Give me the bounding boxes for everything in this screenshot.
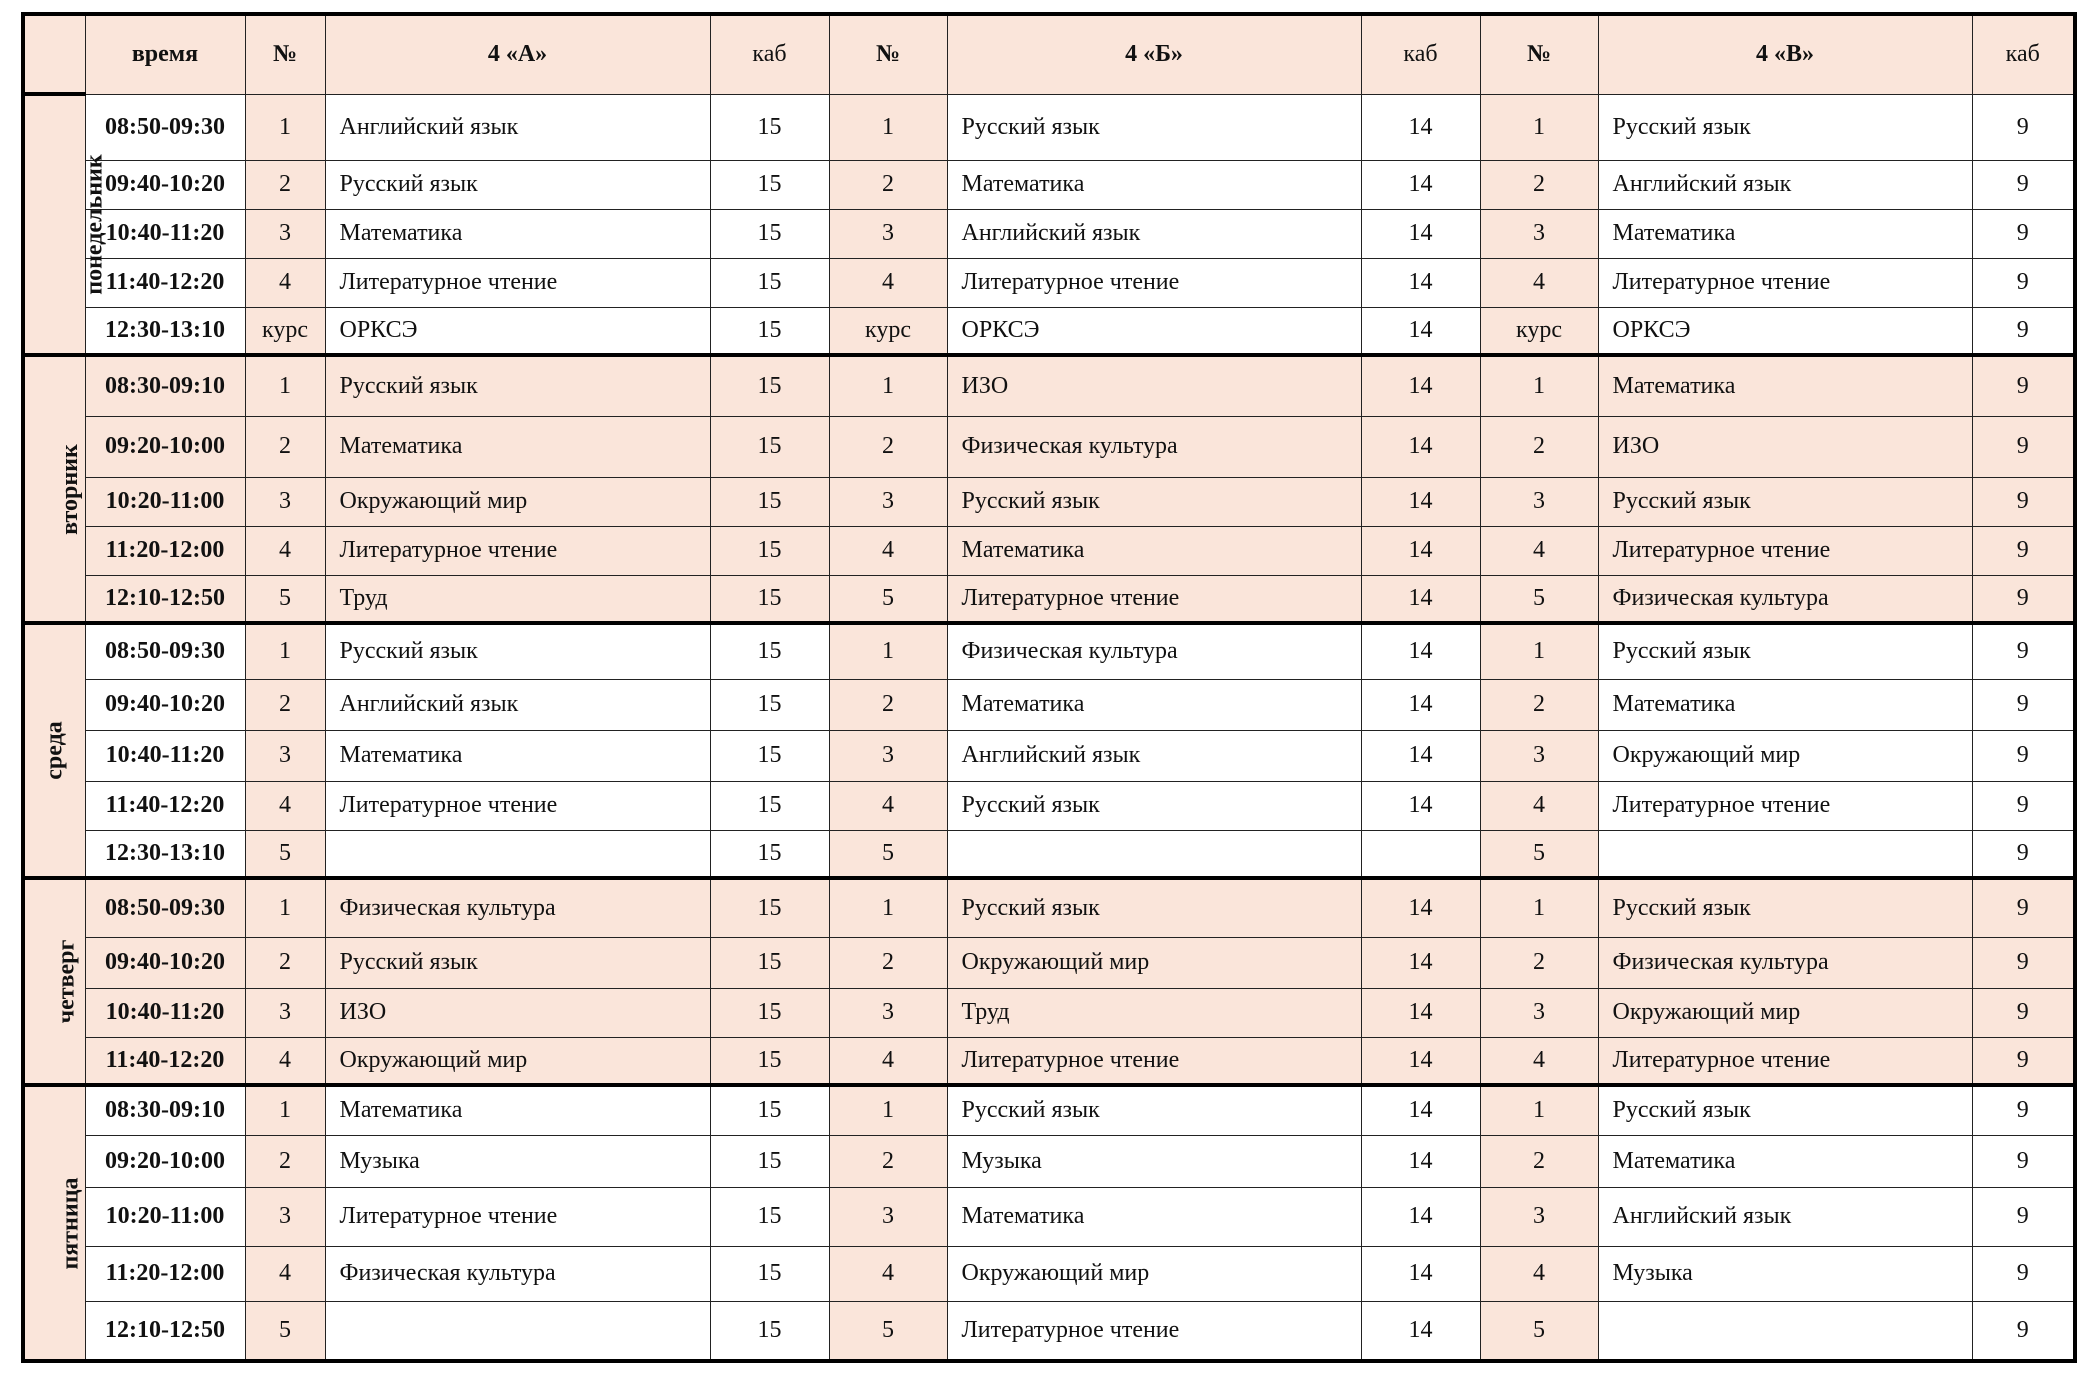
lesson-time: 12:30-13:10 [85,307,245,355]
subject-c: Математика [1598,355,1972,416]
room-c: 9 [1972,258,2075,307]
room-b: 14 [1361,878,1480,937]
room-header-a: каб [710,14,829,94]
subject-b: ИЗО [947,355,1361,416]
lesson-time: 10:40-11:20 [85,209,245,258]
subject-b: Математика [947,526,1361,575]
time-header: время [85,14,245,94]
day-group [23,623,2075,878]
room-a: 15 [710,416,829,477]
table-row [23,1135,2075,1187]
lesson-number-b: 4 [829,1246,947,1301]
lesson-time: 08:30-09:10 [85,1085,245,1135]
table-row [23,1037,2075,1085]
subject-c: Английский язык [1598,1187,1972,1246]
table-row [23,1246,2075,1301]
room-b: 14 [1361,1085,1480,1135]
room-a: 15 [710,1037,829,1085]
lesson-number-b: 5 [829,830,947,878]
lesson-time: 10:20-11:00 [85,1187,245,1246]
table-row [23,575,2075,623]
table-row [23,988,2075,1037]
subject-a: Окружающий мир [325,477,710,526]
lesson-number-a: 3 [245,1187,325,1246]
subject-c: Математика [1598,1135,1972,1187]
lesson-number-c: 5 [1480,575,1598,623]
lesson-number-c: 1 [1480,355,1598,416]
lesson-number-b: 1 [829,1085,947,1135]
table-row [23,878,2075,937]
subject-a: Английский язык [325,679,710,730]
lesson-number-c: 2 [1480,416,1598,477]
room-header-c: каб [1972,14,2075,94]
room-a: 15 [710,209,829,258]
day-name: вторник [56,443,83,535]
subject-a [325,1301,710,1361]
lesson-time: 08:50-09:30 [85,94,245,160]
lesson-time: 09:40-10:20 [85,679,245,730]
lesson-number-a: 2 [245,416,325,477]
class-header-b: 4 «Б» [947,14,1361,94]
room-c: 9 [1972,937,2075,988]
room-c: 9 [1972,307,2075,355]
subject-b: Русский язык [947,878,1361,937]
lesson-time: 11:40-12:20 [85,1037,245,1085]
day-group [23,878,2075,1085]
subject-c: Физическая культура [1598,575,1972,623]
subject-c: Литературное чтение [1598,258,1972,307]
lesson-number-c: 2 [1480,937,1598,988]
room-b: 14 [1361,679,1480,730]
room-c: 9 [1972,1037,2075,1085]
day-group [23,94,2075,355]
lesson-number-a: 4 [245,1246,325,1301]
num-header-c: № [1480,14,1598,94]
lesson-number-c: 5 [1480,830,1598,878]
room-a: 15 [710,355,829,416]
lesson-number-b: 4 [829,1037,947,1085]
subject-a: Музыка [325,1135,710,1187]
room-b: 14 [1361,94,1480,160]
room-c: 9 [1972,730,2075,781]
room-b [1361,830,1480,878]
lesson-number-a: 5 [245,830,325,878]
subject-b: ОРКСЭ [947,307,1361,355]
subject-a: Математика [325,416,710,477]
lesson-number-c: 4 [1480,258,1598,307]
lesson-number-a: 2 [245,937,325,988]
subject-b: Английский язык [947,209,1361,258]
subject-c: Русский язык [1598,878,1972,937]
lesson-time: 10:40-11:20 [85,988,245,1037]
room-b: 14 [1361,477,1480,526]
subject-c: ИЗО [1598,416,1972,477]
room-b: 14 [1361,1135,1480,1187]
room-a: 15 [710,1187,829,1246]
subject-c: Русский язык [1598,477,1972,526]
subject-c: Литературное чтение [1598,526,1972,575]
lesson-time: 08:30-09:10 [85,355,245,416]
room-b: 14 [1361,575,1480,623]
day-name: среда [41,721,68,780]
lesson-number-a: 4 [245,781,325,830]
room-c: 9 [1972,477,2075,526]
room-a: 15 [710,477,829,526]
lesson-number-c: 4 [1480,1037,1598,1085]
room-a: 15 [710,937,829,988]
lesson-number-a: курс [245,307,325,355]
room-a: 15 [710,1085,829,1135]
lesson-time: 11:20-12:00 [85,1246,245,1301]
lesson-number-a: 4 [245,526,325,575]
subject-b: Математика [947,679,1361,730]
day-name-cell [23,1085,85,1361]
lesson-time: 10:40-11:20 [85,730,245,781]
room-a: 15 [710,830,829,878]
subject-a: Русский язык [325,623,710,679]
lesson-number-c: 2 [1480,1135,1598,1187]
lesson-number-b: 2 [829,937,947,988]
lesson-number-b: 3 [829,477,947,526]
lesson-number-a: 1 [245,1085,325,1135]
table-row [23,526,2075,575]
room-a: 15 [710,575,829,623]
lesson-time: 09:20-10:00 [85,1135,245,1187]
subject-c [1598,830,1972,878]
lesson-number-a: 2 [245,1135,325,1187]
subject-b: Литературное чтение [947,1301,1361,1361]
subject-c: Русский язык [1598,94,1972,160]
table-row [23,1085,2075,1135]
subject-a: Окружающий мир [325,1037,710,1085]
room-a: 15 [710,160,829,209]
lesson-time: 12:10-12:50 [85,1301,245,1361]
lesson-number-c: 5 [1480,1301,1598,1361]
lesson-time: 11:40-12:20 [85,781,245,830]
lesson-number-b: 3 [829,209,947,258]
subject-b: Литературное чтение [947,258,1361,307]
lesson-number-b: 4 [829,781,947,830]
lesson-number-c: 3 [1480,1187,1598,1246]
lesson-number-a: 3 [245,730,325,781]
subject-a: Математика [325,1085,710,1135]
day-name-cell [23,94,108,355]
subject-b: Литературное чтение [947,575,1361,623]
subject-a: Русский язык [325,160,710,209]
subject-a: Русский язык [325,937,710,988]
room-b: 14 [1361,355,1480,416]
corner-cell [23,14,85,94]
subject-b: Математика [947,160,1361,209]
lesson-number-c: 2 [1480,679,1598,730]
table-row [23,830,2075,878]
subject-b: Музыка [947,1135,1361,1187]
subject-c: Английский язык [1598,160,1972,209]
lesson-number-c: 4 [1480,526,1598,575]
lesson-number-b: 1 [829,878,947,937]
room-c: 9 [1972,1301,2075,1361]
lesson-number-a: 5 [245,575,325,623]
lesson-number-c: 4 [1480,781,1598,830]
subject-a: Литературное чтение [325,1187,710,1246]
lesson-number-a: 2 [245,160,325,209]
room-b: 14 [1361,781,1480,830]
subject-a: Русский язык [325,355,710,416]
lesson-number-b: курс [829,307,947,355]
room-b: 14 [1361,307,1480,355]
lesson-number-c: 2 [1480,160,1598,209]
subject-a [325,830,710,878]
lesson-number-a: 5 [245,1301,325,1361]
subject-a: Труд [325,575,710,623]
subject-a: Литературное чтение [325,258,710,307]
lesson-time: 11:40-12:20 [85,258,245,307]
subject-b: Русский язык [947,1085,1361,1135]
subject-b [947,830,1361,878]
subject-b: Русский язык [947,477,1361,526]
room-a: 15 [710,988,829,1037]
room-b: 14 [1361,1301,1480,1361]
lesson-number-a: 4 [245,258,325,307]
subject-c: Окружающий мир [1598,988,1972,1037]
subject-a: Физическая культура [325,878,710,937]
subject-b: Физическая культура [947,623,1361,679]
lesson-number-b: 2 [829,416,947,477]
room-b: 14 [1361,416,1480,477]
lesson-time: 09:40-10:20 [85,160,245,209]
table-row [23,1301,2075,1361]
subject-a: Математика [325,209,710,258]
subject-c: Музыка [1598,1246,1972,1301]
subject-c: Математика [1598,209,1972,258]
day-group [23,355,2075,623]
lesson-number-a: 3 [245,477,325,526]
room-c: 9 [1972,1135,2075,1187]
table-row [23,477,2075,526]
room-c: 9 [1972,878,2075,937]
room-a: 15 [710,623,829,679]
room-a: 15 [710,258,829,307]
table-row [23,781,2075,830]
lesson-number-a: 1 [245,623,325,679]
lesson-number-c: 1 [1480,94,1598,160]
subject-b: Английский язык [947,730,1361,781]
room-b: 14 [1361,209,1480,258]
room-b: 14 [1361,1037,1480,1085]
subject-a: Математика [325,730,710,781]
day-name-cell [23,878,85,1085]
lesson-number-b: 2 [829,160,947,209]
subject-c: Литературное чтение [1598,1037,1972,1085]
subject-c: Окружающий мир [1598,730,1972,781]
lesson-number-a: 1 [245,355,325,416]
lesson-number-b: 3 [829,1187,947,1246]
room-c: 9 [1972,575,2075,623]
room-header-b: каб [1361,14,1480,94]
table-row [23,355,2075,416]
room-c: 9 [1972,781,2075,830]
room-b: 14 [1361,258,1480,307]
subject-a: ИЗО [325,988,710,1037]
lesson-number-b: 2 [829,679,947,730]
lesson-number-a: 2 [245,679,325,730]
lesson-time: 09:40-10:20 [85,937,245,988]
lesson-time: 11:20-12:00 [85,526,245,575]
subject-b: Окружающий мир [947,1246,1361,1301]
room-b: 14 [1361,526,1480,575]
subject-b: Русский язык [947,781,1361,830]
subject-a: Литературное чтение [325,781,710,830]
lesson-number-a: 3 [245,988,325,1037]
lesson-time: 10:20-11:00 [85,477,245,526]
lesson-number-b: 1 [829,623,947,679]
lesson-number-b: 5 [829,1301,947,1361]
lesson-number-c: 4 [1480,1246,1598,1301]
room-a: 15 [710,1246,829,1301]
subject-b: Труд [947,988,1361,1037]
subject-b: Физическая культура [947,416,1361,477]
room-b: 14 [1361,1246,1480,1301]
day-name-cell [23,355,85,623]
lesson-number-c: 3 [1480,988,1598,1037]
lesson-number-a: 1 [245,94,325,160]
room-a: 15 [710,94,829,160]
subject-a: Литературное чтение [325,526,710,575]
room-b: 14 [1361,1187,1480,1246]
subject-a: ОРКСЭ [325,307,710,355]
room-c: 9 [1972,416,2075,477]
lesson-number-c: 3 [1480,209,1598,258]
room-b: 14 [1361,160,1480,209]
subject-c: Русский язык [1598,623,1972,679]
class-header-c: 4 «В» [1598,14,1972,94]
lesson-number-a: 1 [245,878,325,937]
lesson-number-c: 1 [1480,623,1598,679]
table-row [23,209,2075,258]
table-row [23,258,2075,307]
lesson-number-b: 5 [829,575,947,623]
room-c: 9 [1972,988,2075,1037]
subject-b: Окружающий мир [947,937,1361,988]
room-a: 15 [710,730,829,781]
lesson-number-b: 2 [829,1135,947,1187]
room-b: 14 [1361,988,1480,1037]
lesson-number-c: курс [1480,307,1598,355]
lesson-number-b: 3 [829,730,947,781]
room-c: 9 [1972,623,2075,679]
table-row [23,416,2075,477]
lesson-time: 09:20-10:00 [85,416,245,477]
subject-b: Русский язык [947,94,1361,160]
lesson-number-b: 1 [829,355,947,416]
table-row [23,730,2075,781]
lesson-number-c: 3 [1480,730,1598,781]
subject-c: Физическая культура [1598,937,1972,988]
subject-c [1598,1301,1972,1361]
room-c: 9 [1972,160,2075,209]
lesson-number-b: 4 [829,526,947,575]
room-c: 9 [1972,830,2075,878]
subject-c: Русский язык [1598,1085,1972,1135]
room-a: 15 [710,1301,829,1361]
room-a: 15 [710,1135,829,1187]
subject-c: ОРКСЭ [1598,307,1972,355]
lesson-number-c: 1 [1480,1085,1598,1135]
table-row [23,679,2075,730]
room-c: 9 [1972,526,2075,575]
room-a: 15 [710,526,829,575]
room-c: 9 [1972,355,2075,416]
room-b: 14 [1361,730,1480,781]
room-b: 14 [1361,937,1480,988]
table-row [23,94,2075,160]
room-a: 15 [710,679,829,730]
room-c: 9 [1972,1187,2075,1246]
lesson-number-a: 3 [245,209,325,258]
subject-c: Математика [1598,679,1972,730]
lesson-number-b: 4 [829,258,947,307]
day-group [23,1085,2075,1361]
day-name: пятница [57,1176,84,1270]
lesson-time: 12:10-12:50 [85,575,245,623]
subject-a: Физическая культура [325,1246,710,1301]
header-row [23,14,2075,94]
subject-a: Английский язык [325,94,710,160]
class-header-a: 4 «А» [325,14,710,94]
timetable [21,12,2077,1363]
lesson-number-c: 3 [1480,477,1598,526]
room-a: 15 [710,307,829,355]
lesson-time: 08:50-09:30 [85,623,245,679]
room-c: 9 [1972,209,2075,258]
lesson-time: 08:50-09:30 [85,878,245,937]
table-row [23,1187,2075,1246]
subject-b: Математика [947,1187,1361,1246]
lesson-number-b: 1 [829,94,947,160]
room-c: 9 [1972,1085,2075,1135]
room-b: 14 [1361,623,1480,679]
room-c: 9 [1972,679,2075,730]
table-row [23,307,2075,355]
room-c: 9 [1972,94,2075,160]
subject-c: Литературное чтение [1598,781,1972,830]
day-name: понедельник [81,154,108,295]
day-name-cell [23,623,85,878]
num-header-b: № [829,14,947,94]
room-a: 15 [710,781,829,830]
table-row [23,160,2075,209]
lesson-number-a: 4 [245,1037,325,1085]
room-a: 15 [710,878,829,937]
lesson-time: 12:30-13:10 [85,830,245,878]
day-name: четверг [53,939,80,1024]
table-row [23,623,2075,679]
room-c: 9 [1972,1246,2075,1301]
subject-b: Литературное чтение [947,1037,1361,1085]
lesson-number-b: 3 [829,988,947,1037]
table-row [23,937,2075,988]
num-header-a: № [245,14,325,94]
lesson-number-c: 1 [1480,878,1598,937]
